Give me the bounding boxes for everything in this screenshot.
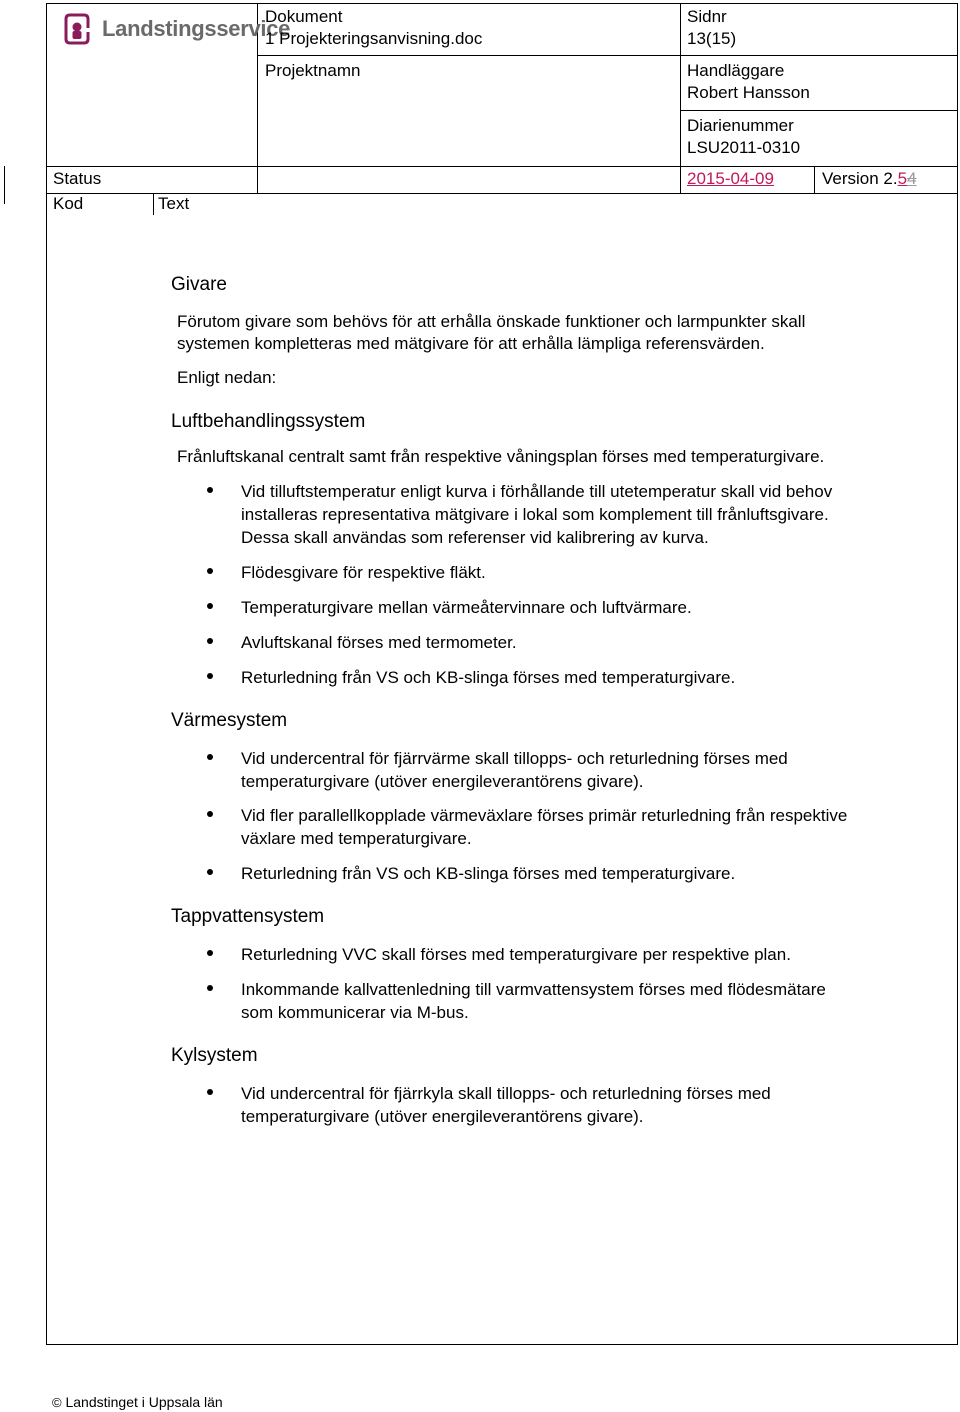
handlaggare-value: Robert Hansson xyxy=(687,83,810,102)
list-item-line: Temperaturgivare mellan värmeåtervinnare och luftvärmare. xyxy=(241,598,692,617)
version-new: 5 xyxy=(897,169,908,188)
list-item-line: Returledning från VS och KB-slinga förses med temperaturgivare. xyxy=(241,668,736,687)
diarienummer-value: LSU2011-0310 xyxy=(687,138,801,157)
bullet-icon xyxy=(207,487,213,493)
list-item-line: växlare med temperaturgivare. xyxy=(241,829,472,848)
kod-label: Kod xyxy=(53,194,84,213)
bullet-icon xyxy=(207,869,213,875)
heading-kylsystem: Kylsystem xyxy=(171,1045,258,1066)
dokument-value: 1 Projekteringsanvisning.doc xyxy=(265,29,483,48)
list-item-line: temperaturgivare (utöver energileverantörens givare). xyxy=(241,1107,644,1126)
bullet-icon xyxy=(207,985,213,991)
list-item-line: Flödesgivare för respektive fläkt. xyxy=(241,563,486,582)
list-item-line: temperaturgivare (utöver energileverantörens givare). xyxy=(241,772,644,791)
bullet-icon xyxy=(207,754,213,760)
version-prefix: Version 2. xyxy=(822,169,898,188)
version-old: 4 xyxy=(907,169,917,188)
list-item-line: Vid fler parallellkopplade värmeväxlare förses primär returledning från respektive xyxy=(241,806,848,825)
bullet-icon xyxy=(207,1089,213,1095)
footer-text: Landstinget i Uppsala län xyxy=(65,1394,223,1410)
heading-givare: Givare xyxy=(171,274,227,295)
text-label: Text xyxy=(158,194,190,213)
landstingsservice-logo-icon xyxy=(60,12,94,46)
logo-text: Landstingsservice xyxy=(102,16,291,41)
luft-intro: Frånluftskanal centralt samt från respektive våningsplan förses med temperaturgivare. xyxy=(177,447,825,466)
status-label: Status xyxy=(53,169,102,188)
bullet-icon xyxy=(207,811,213,817)
list-item-line: som kommunicerar via M-bus. xyxy=(241,1003,469,1022)
version xyxy=(822,168,917,190)
heading-luftbehandlingssystem: Luftbehandlingssystem xyxy=(171,411,366,432)
list-item-line: installeras representativa mätgivare i lokal som komplement till frånluftsgivare. xyxy=(241,505,829,524)
sidnr-value: 13(15) xyxy=(687,29,737,48)
logo xyxy=(60,12,291,48)
sidnr-label: Sidnr xyxy=(687,7,727,26)
list-item-line: Vid undercentral för fjärrvärme skall tillopps- och returledning förses med xyxy=(241,749,788,768)
list-item-line: Returledning från VS och KB-slinga förses med temperaturgivare. xyxy=(241,864,736,883)
list-item-line: Vid tilluftstemperatur enligt kurva i förhållande till utetemperatur skall vid behov xyxy=(241,482,833,501)
bullet-icon xyxy=(207,673,213,679)
intro-line-3: Enligt nedan: xyxy=(177,368,277,387)
list-item-line: Vid undercentral för fjärrkyla skall tillopps- och returledning förses med xyxy=(241,1084,771,1103)
intro-line-2: systemen kompletteras med mätgivare för att erhålla lämpliga referensvärden. xyxy=(177,334,765,353)
list-item-line: Inkommande kallvattenledning till varmvattensystem förses med flödesmätare xyxy=(241,980,826,999)
heading-varmesystem: Värmesystem xyxy=(171,710,288,731)
dokument-label: Dokument xyxy=(265,7,343,26)
list-item-line: Dessa skall användas som referenser vid kalibrering av kurva. xyxy=(241,528,709,547)
footer xyxy=(52,1393,223,1412)
document-date: 2015-04-09 xyxy=(687,169,774,188)
bullet-icon xyxy=(207,603,213,609)
copyright-icon: © xyxy=(52,1395,62,1410)
heading-tappvattensystem: Tappvattensystem xyxy=(171,906,325,927)
change-bar xyxy=(4,166,5,204)
list-item-line: Returledning VVC skall förses med temperaturgivare per respektive plan. xyxy=(241,945,791,964)
intro-line-1: Förutom givare som behövs för att erhålla önskade funktioner och larmpunkter skall xyxy=(177,312,806,331)
handlaggare-label: Handläggare xyxy=(687,61,785,80)
diarienummer-label: Diarienummer xyxy=(687,116,794,135)
bullet-icon xyxy=(207,950,213,956)
bullet-icon xyxy=(207,638,213,644)
list-item-line: Avluftskanal förses med termometer. xyxy=(241,633,517,652)
bullet-icon xyxy=(207,568,213,574)
projektnamn-label: Projektnamn xyxy=(265,61,361,80)
